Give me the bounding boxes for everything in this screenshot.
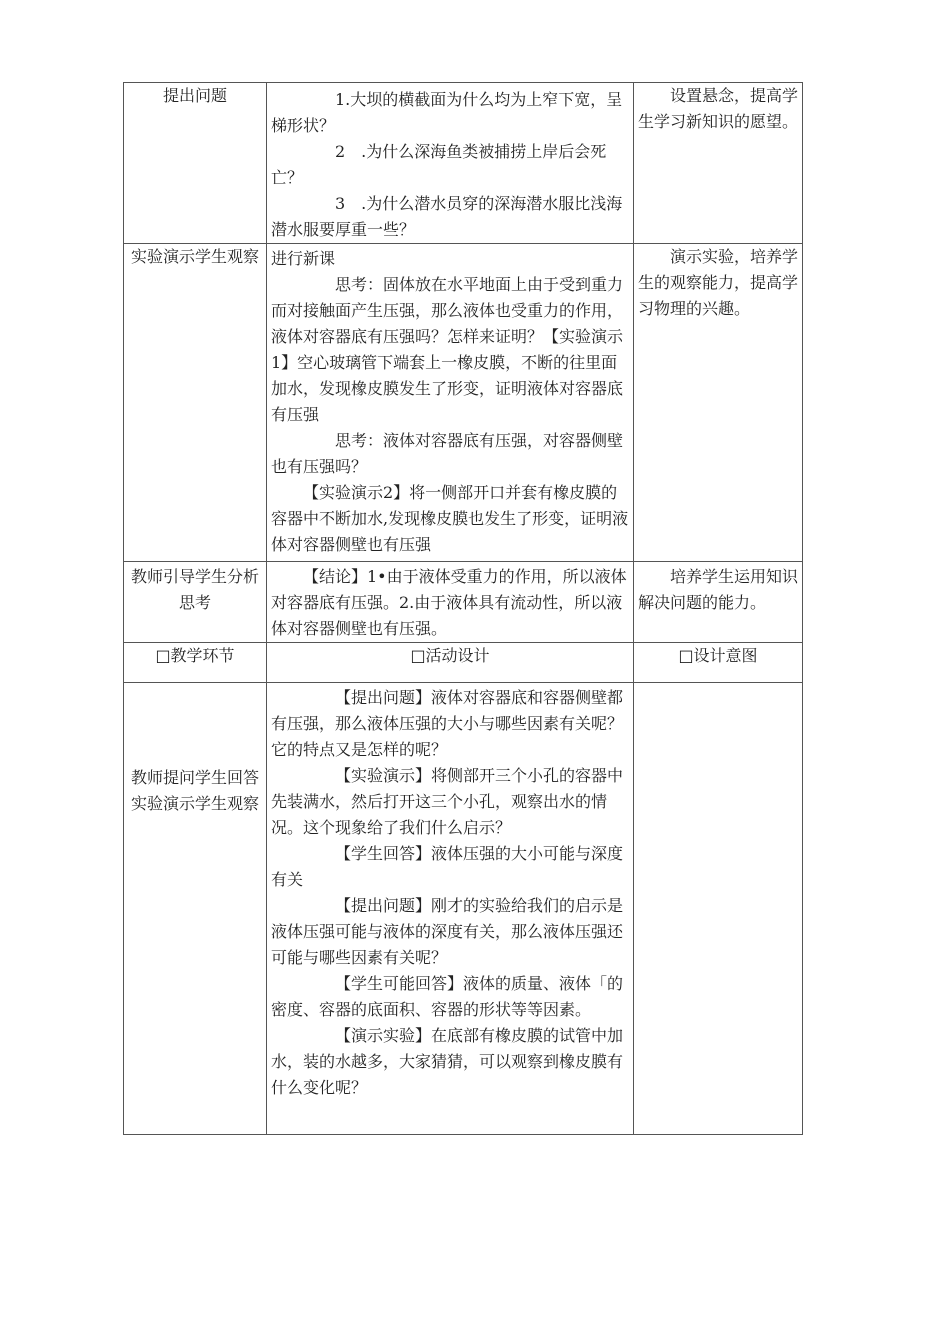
- intent-cell: 演示实验，培养学生的观察能力，提高学习物理的兴趣。: [634, 244, 803, 562]
- activity-paragraph: 【提出问题】刚才的实验给我们的启示是液体压强可能与液体的深度有关，那么液体压强还可能与哪些因素有关呢？: [271, 896, 624, 967]
- activity-cell: [267, 244, 634, 562]
- stage-cell: 提出问题: [124, 83, 267, 244]
- activity-paragraph: 【实验演示2】将一侧部开口并套有橡皮膜的容器中不断加水,发现橡皮膜也发生了形变，证明液体对容器侧壁也有压强: [271, 483, 629, 554]
- activity-paragraph: 【结论】1•由于液体受重力的作用，所以液体对容器底有压强。2.由于液体具有流动性，所以液体对容器侧壁也有压强。: [271, 567, 627, 638]
- activity-cell: [267, 83, 634, 244]
- header-design-intent: □设计意图: [634, 643, 803, 683]
- activity-paragraph: 【提出问题】液体对容器底和容器侧壁都有压强，那么液体压强的大小与哪些因素有关呢？它的特点又是怎样的呢？: [271, 688, 624, 759]
- stage-cell: 实验演示学生观察: [124, 244, 267, 562]
- intent-cell: [634, 683, 803, 1135]
- table-row: [124, 244, 803, 562]
- activity-paragraph: 1.大坝的横截面为什么均为上窄下宽，呈梯形状？: [271, 90, 623, 135]
- activity-paragraph: 思考：固体放在水平地面上由于受到重力而对接触面产生压强，那么液体也受重力的作用，液体对容器底有压强吗？怎样来证明？【实验演示1】空心玻璃管下端套上一橡皮膜，不断的往里面加水，发现橡皮膜发生了形变，证明液体对容器底有压强: [271, 275, 624, 424]
- activity-paragraph: 【实验演示】将侧部开三个小孔的容器中先装满水，然后打开这三个小孔，观察出水的情况。这个现象给了我们什么启示？: [271, 766, 624, 837]
- table-row: [124, 562, 803, 643]
- stage-label: 教师提问学生回答实验演示学生观察: [130, 768, 259, 813]
- activity-paragraph: 【学生可能回答】液体的质量、液体「的密度、容器的底面积、容器的形状等等因素。: [271, 974, 624, 1019]
- activity-paragraph: 进行新课: [271, 249, 336, 268]
- stage-cell: [124, 683, 267, 1135]
- activity-paragraph: 【学生回答】液体压强的大小可能与深度有关: [271, 844, 624, 889]
- header-teaching-stage: □教学环节: [124, 643, 267, 683]
- activity-paragraph: 【演示实验】在底部有橡皮膜的试管中加水，装的水越多，大家猜猜，可以观察到橡皮膜有什么变化呢？: [271, 1026, 624, 1097]
- activity-paragraph: 思考：液体对容器底有压强，对容器侧壁也有压强吗？: [271, 431, 624, 476]
- table-header-row: [124, 643, 803, 683]
- lesson-plan-table: [123, 82, 803, 1135]
- header-activity-design: □活动设计: [267, 643, 634, 683]
- intent-cell: 培养学生运用知识解决问题的能力。: [634, 562, 803, 643]
- activity-paragraph: 3 .为什么潜水员穿的深海潜水服比浅海潜水服要厚重一些？: [271, 194, 623, 239]
- activity-paragraph: 2 .为什么深海鱼类被捕捞上岸后会死亡？: [271, 142, 607, 187]
- table-row: [124, 83, 803, 244]
- activity-cell: [267, 683, 634, 1135]
- table-row: [124, 683, 803, 1135]
- activity-cell: [267, 562, 634, 643]
- stage-cell: 教师引导学生分析思考: [124, 562, 267, 643]
- intent-cell: 设置悬念，提高学生学习新知识的愿望。: [634, 83, 803, 244]
